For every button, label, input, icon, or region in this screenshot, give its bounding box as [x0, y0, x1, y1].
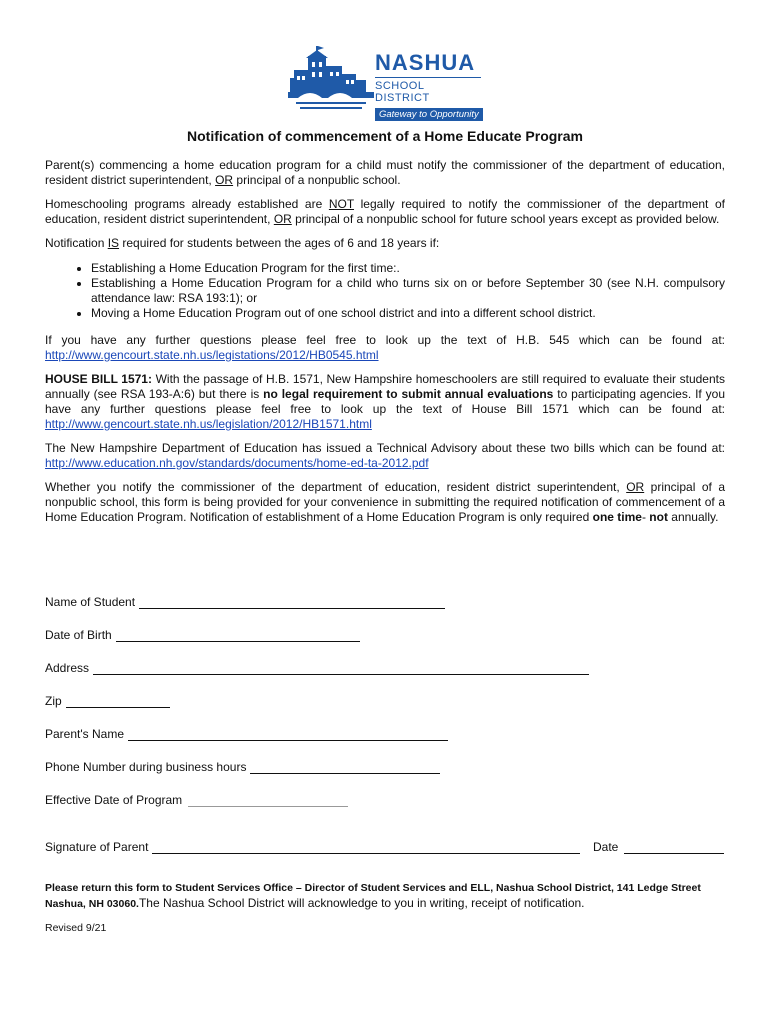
- paragraph-notify: [45, 158, 725, 188]
- text-span: The New Hampshire Department of Education has issued a Technical Advisory about these two bills which can be found at:: [45, 441, 725, 455]
- student-name-field: [45, 594, 445, 609]
- or-emphasis: OR: [215, 173, 234, 187]
- signature-field: [45, 839, 580, 854]
- text-span: principal of a nonpublic school, this form is being provided for your convenience in submitting the required notification of commencement of a Home Education Program. Notification of establishment of a Home Education Program is only required: [45, 480, 725, 524]
- return-address: Please return this form to Student Services Office – Director of Student Services and ELL, Nashua School District, 141 Ledge Street Nashua, NH 03060.: [45, 882, 701, 910]
- logo-text: [375, 52, 483, 122]
- advisory-link[interactable]: http://www.education.nh.gov/standards/documents/home-ed-ta-2012.pdf: [45, 456, 429, 470]
- hb1571-link[interactable]: http://www.gencourt.state.nh.us/legislation/2012/HB1571.html: [45, 417, 372, 431]
- phone-input[interactable]: [250, 761, 440, 774]
- castle-bridge-icon: [288, 44, 374, 114]
- field-label: Effective Date of Program: [45, 793, 183, 807]
- paragraph-hb545: [45, 333, 725, 363]
- paragraph-advisory: [45, 441, 725, 471]
- logo-tagline: Gateway to Opportunity: [375, 108, 483, 121]
- list-item: • Moving a Home Education Program out of one school district and into a different school district.: [91, 306, 725, 321]
- text-span: to participating agencies. If you have any further questions please feel free to look up the text of House Bill 1571 which can be found at:: [45, 387, 725, 416]
- text-span: Whether you notify the commissioner of the department of education, resident district superintendent,: [45, 480, 627, 494]
- list-item: • Establishing a Home Education Program for a child who turns six on or before September 30 (see N.H. compulsory attendance law: RSA 193:1); or: [91, 276, 725, 306]
- requirement-list: [45, 261, 725, 321]
- return-note-text: The Nashua School District will acknowledge to you in writing, receipt of notification.: [138, 896, 585, 910]
- hb545-link[interactable]: http://www.gencourt.state.nh.us/legistations/2012/HB0545.html: [45, 348, 379, 362]
- text-span: -: [641, 510, 650, 524]
- text-span: Parent(s) commencing a home education program for a child must notify the commissioner of the department of education, resident district superintendent,: [45, 158, 725, 187]
- text-span: Notification: [45, 236, 108, 250]
- text-span: With the passage of H.B. 1571, New Hampshire homeschoolers are still required to evaluate their students annually (see RSA 193-A:6) but there is: [45, 372, 725, 401]
- document-body: [45, 158, 725, 539]
- text-span: If you have any further questions please feel free to look up the text of H.B. 545 which can be found at:: [45, 333, 725, 347]
- date-field: [593, 839, 724, 854]
- text-span: legally required to notify the commissioner of the department of education, resident district superintendent,: [45, 197, 725, 226]
- is-emphasis: IS: [107, 236, 120, 250]
- signature-input[interactable]: [152, 841, 580, 854]
- field-label: Phone Number during business hours: [45, 760, 247, 774]
- dob-field: [45, 627, 360, 642]
- parent-name-input[interactable]: [128, 728, 448, 741]
- paragraph-hb1571: [45, 372, 725, 432]
- text-span: principal of a nonpublic school for future school years except as provided below.: [291, 212, 720, 226]
- zip-input[interactable]: [66, 695, 170, 708]
- paragraph-form-purpose: [45, 480, 725, 525]
- address-field: [45, 660, 589, 675]
- field-label: Date: [593, 840, 619, 854]
- field-label: Date of Birth: [45, 628, 112, 642]
- dob-input[interactable]: [116, 629, 360, 642]
- page-title: Notification of commencement of a Home Educate Program: [187, 128, 583, 144]
- bold-emphasis: one time: [592, 510, 642, 524]
- field-label: Parent's Name: [45, 727, 124, 741]
- field-label: Name of Student: [45, 595, 136, 609]
- zip-field: [45, 693, 170, 708]
- field-label: Zip: [45, 694, 62, 708]
- address-input[interactable]: [93, 662, 589, 675]
- not-emphasis: NOT: [328, 197, 355, 211]
- field-label: Address: [45, 661, 90, 675]
- bold-emphasis: not: [649, 510, 668, 524]
- district-logo: [288, 44, 488, 120]
- field-label: Signature of Parent: [45, 840, 149, 854]
- phone-field: [45, 759, 440, 774]
- return-instructions: [45, 881, 725, 912]
- text-span: principal of a nonpublic school.: [233, 173, 401, 187]
- text-span: required for students between the ages of 6 and 18 years if:: [119, 236, 440, 250]
- date-input[interactable]: [624, 841, 724, 854]
- or-emphasis: OR: [273, 212, 292, 226]
- text-span: Homeschooling programs already established are: [45, 197, 329, 211]
- parent-name-field: [45, 726, 448, 741]
- logo-subtitle: SCHOOL DISTRICT: [375, 77, 481, 104]
- paragraph-required: [45, 236, 725, 251]
- or-emphasis: OR: [626, 480, 645, 494]
- effective-date-field: [45, 792, 348, 807]
- effective-date-input[interactable]: [188, 794, 348, 807]
- paragraph-established: [45, 197, 725, 227]
- text-span: annually.: [667, 510, 719, 524]
- bold-emphasis: no legal requirement to submit annual evaluations: [263, 387, 554, 401]
- revision-date: Revised 9/21: [45, 922, 107, 934]
- logo-name: NASHUA: [375, 50, 476, 75]
- hb1571-heading: HOUSE BILL 1571:: [45, 372, 152, 386]
- student-name-input[interactable]: [139, 596, 445, 609]
- list-item: • Establishing a Home Education Program for the first time:.: [91, 261, 725, 276]
